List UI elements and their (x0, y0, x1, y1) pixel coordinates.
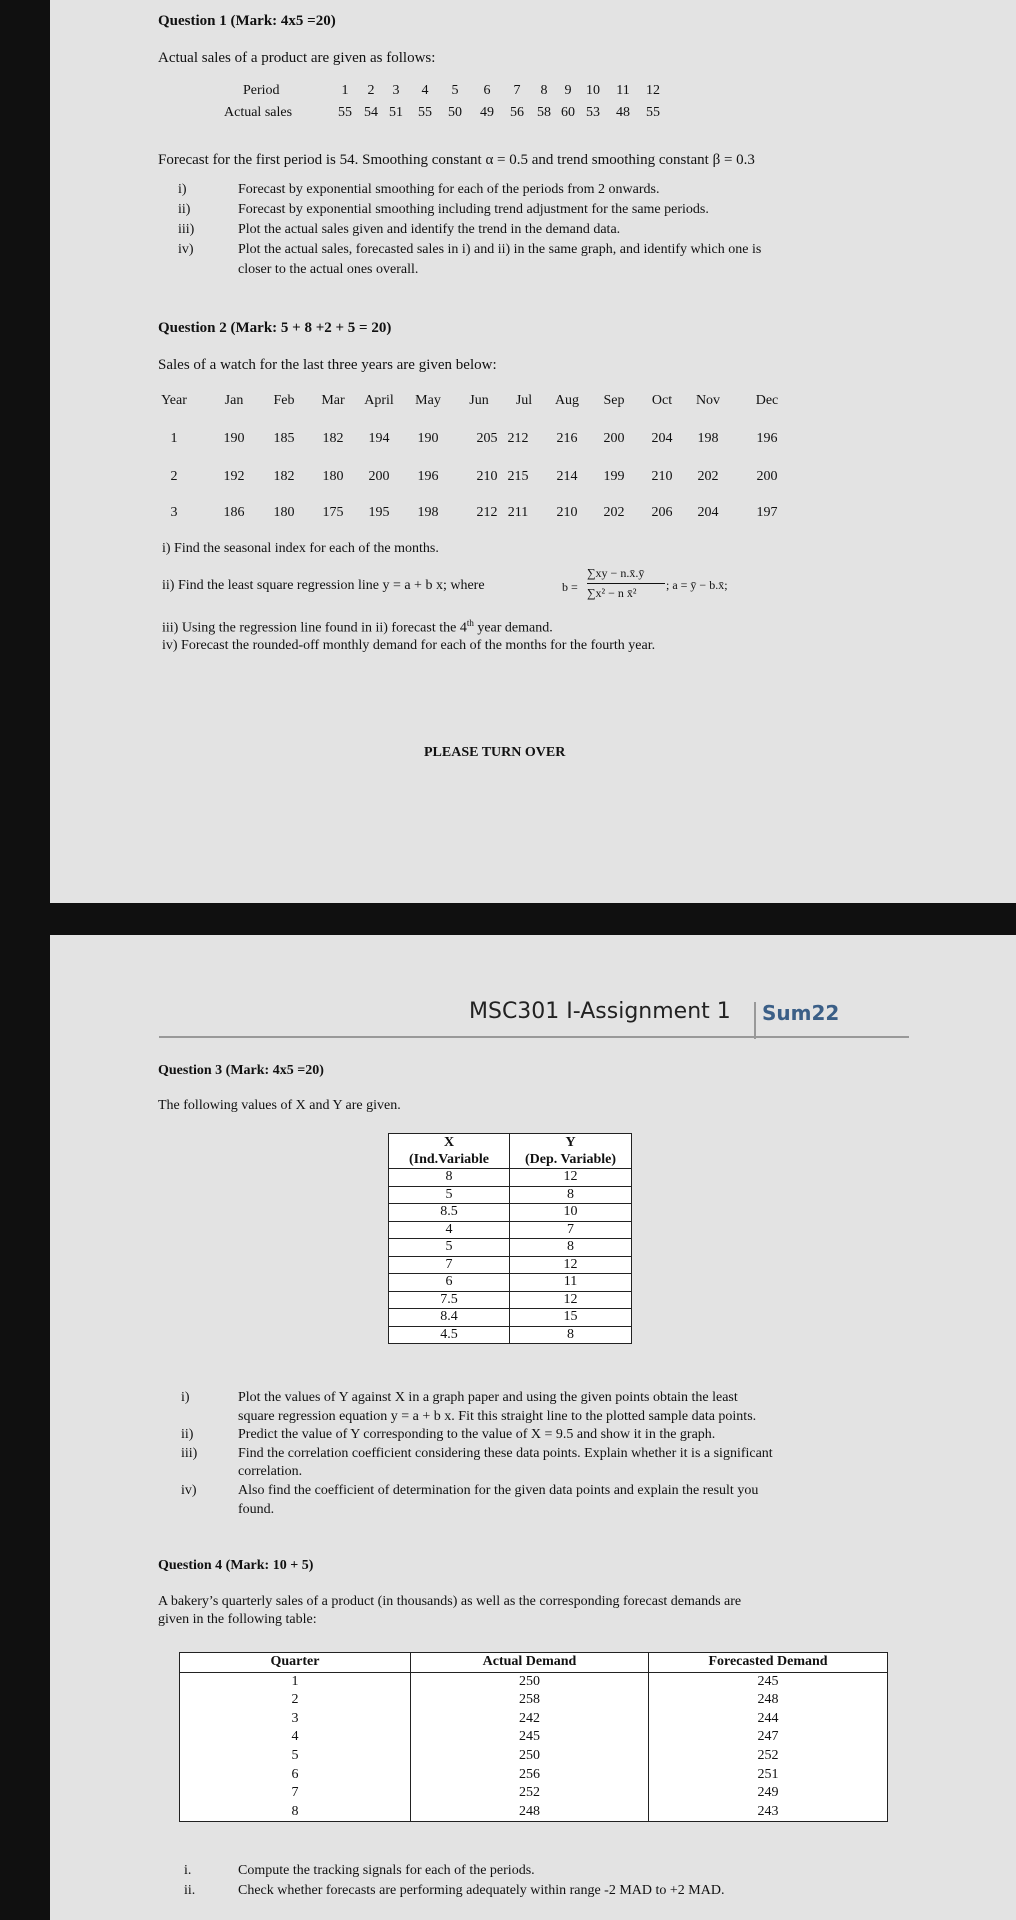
table-row (180, 1710, 888, 1729)
q1-sales-label: Actual sales (224, 105, 293, 120)
quarter-cell: 3 (180, 1710, 411, 1729)
period-cell: 1 (341, 83, 349, 98)
actual-cell: 250 (411, 1747, 649, 1766)
forecast-cell: 244 (649, 1710, 888, 1729)
period-cell: 10 (586, 83, 600, 98)
q2-cell: 196 (417, 469, 439, 484)
q3-item-num: iv) (181, 1483, 197, 1498)
b-denominator: ∑x² − n x̄² (587, 586, 637, 600)
quarter-cell: 4 (180, 1728, 411, 1747)
table-row (389, 1256, 632, 1274)
header-rule (159, 1036, 909, 1038)
q2-cell: 210 (651, 469, 673, 484)
period-cell: 3 (392, 83, 400, 98)
y-value: 8 (510, 1186, 632, 1204)
q1-item-text: Forecast by exponential smoothing for each of the periods from 2 onwards. (238, 182, 660, 197)
q2-col-header: Feb (273, 393, 295, 408)
q2-item-2: ii) Find the least square regression line y = a + b x; where (162, 578, 485, 593)
q2-cell: 202 (603, 505, 625, 520)
sales-cell: 56 (510, 105, 524, 120)
actual-cell: 245 (411, 1728, 649, 1747)
period-cell: 9 (564, 83, 572, 98)
period-cell: 12 (646, 83, 660, 98)
col-head-forecast: Forecasted Demand (649, 1653, 888, 1673)
quarter-cell: 7 (180, 1784, 411, 1803)
q4-intro-line1: A bakery’s quarterly sales of a product (in thousands) as well as the corresponding forecast demands are (158, 1594, 742, 1609)
x-value: 7 (389, 1256, 510, 1274)
q2-cell: 3 (170, 505, 178, 520)
sales-cell: 51 (389, 105, 403, 120)
q2-cell: 200 (368, 469, 390, 484)
period-cell: 11 (616, 83, 630, 98)
q3-item-num: ii) (181, 1427, 194, 1443)
table-row (389, 1186, 632, 1204)
q1-item-num: i) (178, 182, 187, 197)
q2-cell: 200 (603, 431, 625, 446)
period-cell: 4 (421, 83, 429, 98)
b-label: b = (562, 580, 578, 594)
x-value: 8.4 (389, 1309, 510, 1327)
q3-xy-table (388, 1133, 632, 1344)
quarter-cell: 8 (180, 1803, 411, 1822)
q1-intro: Actual sales of a product are given as follows: (158, 50, 436, 66)
q2-col-header: Year (161, 393, 187, 408)
sales-cell: 48 (616, 105, 630, 120)
q2-cell: 1 (170, 431, 178, 446)
sales-cell: 55 (418, 105, 432, 120)
col-head-actual: Actual Demand (411, 1653, 649, 1673)
y-value: 8 (510, 1239, 632, 1257)
q2-cell: 212 (476, 505, 498, 520)
forecast-cell: 252 (649, 1747, 888, 1766)
q2-cell: 190 (223, 431, 245, 446)
table-row (389, 1291, 632, 1309)
q2-cell: 190 (417, 431, 439, 446)
q3-intro: The following values of X and Y are given. (158, 1098, 401, 1113)
q2-cell: 199 (603, 469, 625, 484)
q1-item-num: iii) (178, 222, 195, 237)
q3-item-text: Find the correlation coefficient considering these data points. Explain whether it is a significant (238, 1445, 773, 1461)
x-value: 8.5 (389, 1204, 510, 1222)
q2-cell: 186 (223, 505, 245, 520)
table-row (180, 1747, 888, 1766)
table-row (180, 1728, 888, 1747)
x-value: 5 (389, 1239, 510, 1257)
forecast-cell: 248 (649, 1691, 888, 1710)
q2-cell: 215 (507, 469, 529, 484)
x-value: 5 (389, 1186, 510, 1204)
q2-col-header: Mar (321, 393, 345, 408)
table-row (180, 1691, 888, 1710)
table-row (389, 1274, 632, 1292)
table-row (180, 1672, 888, 1691)
q2-cell: 194 (368, 431, 390, 446)
q1-item-text: Plot the actual sales, forecasted sales in i) and ii) in the same graph, and identify which one is (238, 242, 762, 257)
forecast-cell: 245 (649, 1672, 888, 1691)
q3-item-text: correlation. (238, 1464, 303, 1480)
q2-cell: 200 (756, 469, 778, 484)
q2-col-header: Aug (554, 393, 580, 408)
q2-intro: Sales of a watch for the last three years are given below: (158, 357, 497, 373)
q3-title: Question 3 (Mark: 4x5 =20) (158, 1063, 324, 1078)
q2-cell: 198 (417, 505, 439, 520)
period-cell: 6 (483, 83, 491, 98)
actual-cell: 252 (411, 1784, 649, 1803)
sales-cell: 55 (646, 105, 660, 120)
y-value: 11 (510, 1274, 632, 1292)
q2-col-header: Dec (755, 393, 779, 408)
q4-title: Question 4 (Mark: 10 + 5) (158, 1558, 314, 1573)
page-2 (50, 935, 1016, 1920)
q2-cell: 205 (476, 431, 498, 446)
period-cell: 5 (451, 83, 459, 98)
q2-cell: 210 (476, 469, 498, 484)
quarter-cell: 5 (180, 1747, 411, 1766)
header-title: MSC301 I-Assignment 1 (469, 999, 731, 1024)
actual-cell: 242 (411, 1710, 649, 1729)
q1-item-text: Plot the actual sales given and identify the trend in the demand data. (238, 222, 621, 237)
header-divider (754, 1002, 756, 1039)
q2-cell: 180 (273, 505, 295, 520)
y-value: 12 (510, 1291, 632, 1309)
sales-cell: 49 (480, 105, 494, 120)
table-row (389, 1221, 632, 1239)
q2-cell: 196 (756, 431, 778, 446)
period-cell: 8 (540, 83, 548, 98)
col-head-y: Y (Dep. Variable) (510, 1134, 632, 1169)
actual-cell: 248 (411, 1803, 649, 1822)
table-row (389, 1169, 632, 1187)
q3-item-text: square regression equation y = a + b x. Fit this straight line to the plotted sample data points. (238, 1408, 757, 1424)
q2-col-header: Jul (515, 393, 533, 408)
q2-cell: 210 (556, 505, 578, 520)
q2-cell: 198 (697, 431, 719, 446)
table-row (389, 1204, 632, 1222)
forecast-cell: 247 (649, 1728, 888, 1747)
period-cell: 7 (513, 83, 521, 98)
q1-item-num: ii) (178, 202, 191, 217)
b-numerator: ∑xy − n.x̄.ȳ (587, 566, 645, 580)
q2-cell: 175 (322, 505, 344, 520)
sales-cell: 58 (537, 105, 551, 120)
q2-item-4: iv) Forecast the rounded-off monthly demand for each of the months for the fourth year. (162, 638, 656, 653)
period-cell: 2 (367, 83, 375, 98)
q1-forecast-text: Forecast for the first period is 54. Smoothing constant α = 0.5 and trend smoothing constant β = 0.3 (158, 152, 755, 168)
q2-title: Question 2 (Mark: 5 + 8 +2 + 5 = 20) (158, 320, 392, 336)
table-row (389, 1239, 632, 1257)
actual-cell: 256 (411, 1766, 649, 1785)
header-term: Sum22 (762, 1001, 840, 1025)
q2-cell: 206 (651, 505, 673, 520)
col-head-x: X (Ind.Variable (389, 1134, 510, 1169)
q3-item-text: Also find the coefficient of determination for the given data points and explain the result you (238, 1483, 759, 1498)
y-value: 12 (510, 1256, 632, 1274)
page-1 (50, 0, 1016, 903)
q2-cell: 216 (556, 431, 578, 446)
q2-col-header: Jun (469, 393, 489, 408)
q2-cell: 211 (507, 505, 529, 520)
table-row (180, 1803, 888, 1822)
y-value: 10 (510, 1204, 632, 1222)
table-row (180, 1784, 888, 1803)
fraction-bar (587, 583, 665, 584)
q3-item-text: Predict the value of Y corresponding to the value of X = 9.5 and show it in the graph. (238, 1427, 716, 1443)
x-value: 4.5 (389, 1326, 510, 1344)
q4-item-text: Compute the tracking signals for each of the periods. (238, 1863, 535, 1878)
forecast-cell: 251 (649, 1766, 888, 1785)
q2-cell: 214 (556, 469, 578, 484)
q2-cell: 202 (697, 469, 719, 484)
table-row (389, 1309, 632, 1327)
q1-item-text: Forecast by exponential smoothing including trend adjustment for the same periods. (238, 202, 709, 217)
table-row (180, 1766, 888, 1785)
sales-cell: 53 (586, 105, 600, 120)
q2-col-header: April (364, 393, 394, 408)
q2-col-header: Oct (651, 393, 673, 408)
q2-col-header: Sep (603, 393, 625, 408)
q4-item-text: Check whether forecasts are performing adequately within range -2 MAD to +2 MAD. (238, 1883, 725, 1898)
x-value: 7.5 (389, 1291, 510, 1309)
q1-period-label: Period (243, 83, 280, 98)
quarter-cell: 6 (180, 1766, 411, 1785)
q3-item-num: iii) (181, 1445, 198, 1461)
turn-over-note: PLEASE TURN OVER (424, 745, 566, 760)
q2-cell: 180 (322, 469, 344, 484)
a-formula: ; a = ȳ − b.x̄; (666, 578, 728, 592)
sales-cell: 60 (561, 105, 575, 120)
q4-demand-table (179, 1652, 888, 1822)
col-head-quarter: Quarter (180, 1653, 411, 1673)
y-value: 12 (510, 1169, 632, 1187)
x-value: 4 (389, 1221, 510, 1239)
q2-cell: 182 (273, 469, 295, 484)
q2-cell: 195 (368, 505, 390, 520)
sales-cell: 50 (448, 105, 462, 120)
x-value: 8 (389, 1169, 510, 1187)
actual-cell: 258 (411, 1691, 649, 1710)
q4-item-num: ii. (184, 1883, 196, 1898)
q4-item-num: i. (184, 1863, 192, 1878)
y-value: 8 (510, 1326, 632, 1344)
y-value: 15 (510, 1309, 632, 1327)
quarter-cell: 2 (180, 1691, 411, 1710)
q2-cell: 182 (322, 431, 344, 446)
q3-item-text: found. (238, 1501, 275, 1517)
q2-col-header: May (415, 393, 441, 408)
q2-cell: 2 (170, 469, 178, 484)
actual-cell: 250 (411, 1672, 649, 1691)
q2-cell: 197 (756, 505, 778, 520)
q3-item-text: Plot the values of Y against X in a graph paper and using the given points obtain the least (238, 1390, 738, 1405)
sales-cell: 54 (364, 105, 378, 120)
q1-item-text-cont: closer to the actual ones overall. (238, 262, 419, 277)
q2-item-1: i) Find the seasonal index for each of the months. (162, 541, 439, 556)
y-value: 7 (510, 1221, 632, 1239)
q2-cell: 204 (651, 431, 673, 446)
q2-cell: 185 (273, 431, 295, 446)
forecast-cell: 243 (649, 1803, 888, 1822)
q2-cell: 192 (223, 469, 245, 484)
q2-cell: 204 (697, 505, 719, 520)
x-value: 6 (389, 1274, 510, 1292)
quarter-cell: 1 (180, 1672, 411, 1691)
q2-item-3: iii) Using the regression line found in ii) forecast the 4th year demand. (162, 618, 553, 636)
q4-intro-line2: given in the following table: (158, 1612, 317, 1627)
q2-col-header: Nov (695, 393, 721, 408)
sales-cell: 55 (338, 105, 352, 120)
q1-title: Question 1 (Mark: 4x5 =20) (158, 13, 336, 29)
q3-item-num: i) (181, 1390, 190, 1405)
q1-item-num: iv) (178, 242, 194, 257)
forecast-cell: 249 (649, 1784, 888, 1803)
q2-col-header: Jan (224, 393, 244, 408)
q2-cell: 212 (507, 431, 529, 446)
table-row (389, 1326, 632, 1344)
